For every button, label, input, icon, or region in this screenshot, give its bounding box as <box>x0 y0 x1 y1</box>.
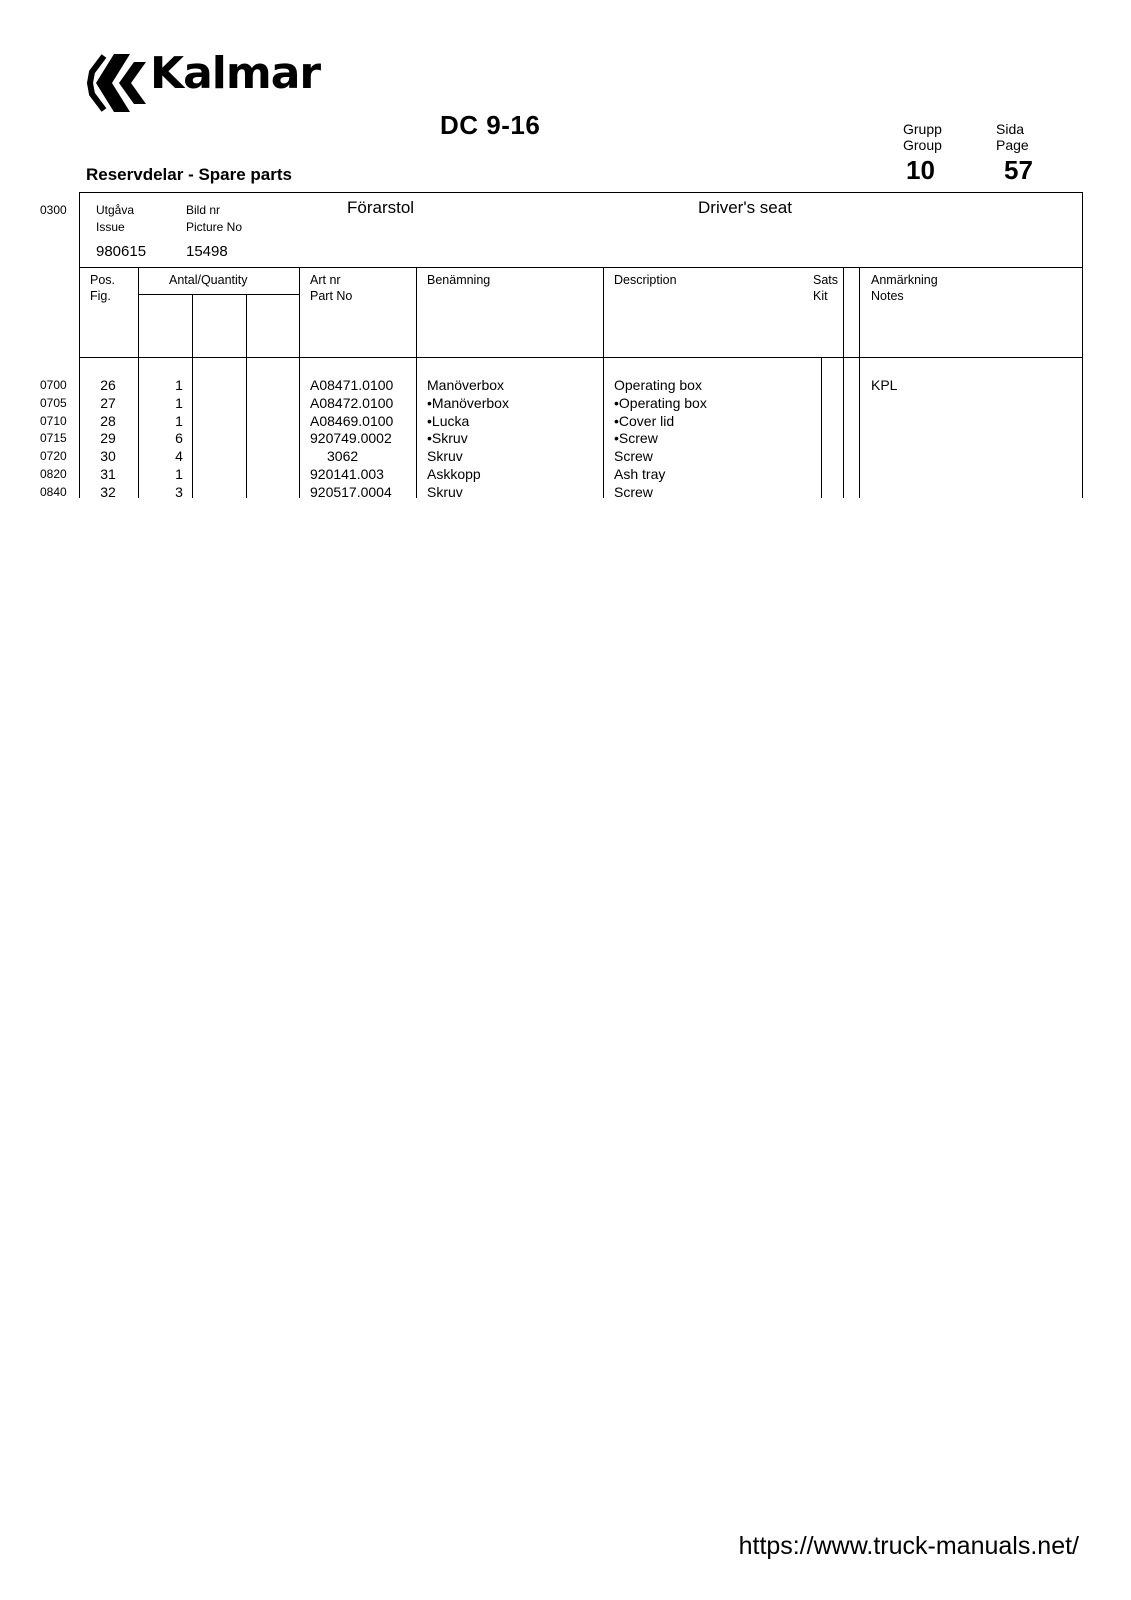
partno-cell: 920517.0004 <box>310 483 392 500</box>
partno-cell: 920749.0002 <box>310 430 392 447</box>
col-line-kit-2 <box>859 267 860 498</box>
partno-cell: A08471.0100 <box>310 377 394 393</box>
row-code: 0700 <box>40 378 67 392</box>
group-label-en: Group <box>903 137 942 153</box>
issue-label-en: Issue <box>96 220 125 234</box>
info-row-code: 0300 <box>40 203 67 217</box>
pos-cell: 30 <box>100 448 116 465</box>
table-left-border <box>79 192 80 498</box>
row-code: 0820 <box>40 466 67 481</box>
benamning-cell: •Skruv <box>427 430 468 447</box>
row-code: 0715 <box>40 431 67 446</box>
partno-column <box>310 377 393 502</box>
pos-cell: 32 <box>100 483 116 500</box>
pos-cell: 26 <box>100 377 116 393</box>
pos-cell: 27 <box>100 394 116 411</box>
description-cell: Screw <box>614 483 653 500</box>
quantity-cell: 4 <box>175 448 183 465</box>
benamning-cell: •Lucka <box>427 412 470 429</box>
qty-subheader-line <box>138 294 300 295</box>
page-label-en: Page <box>996 137 1029 153</box>
notes-column <box>871 377 897 395</box>
picture-label-sv: Bild nr <box>186 203 221 217</box>
description-cell: Ash tray <box>614 465 666 482</box>
description-column <box>614 377 707 502</box>
row-code: 0710 <box>40 413 67 428</box>
partno-cell: A08469.0100 <box>310 412 394 429</box>
description-cell: Screw <box>614 448 653 465</box>
pos-column <box>95 377 121 502</box>
description-cell: •Screw <box>614 430 658 447</box>
quantity-cell: 3 <box>175 483 183 500</box>
col-header-kit-en: Kit <box>813 289 828 303</box>
title-english: Driver's seat <box>698 198 792 217</box>
partno-cell: 920141.003 <box>310 465 384 482</box>
col-line-qty-1 <box>192 294 193 498</box>
partno-cell: 3062 <box>327 448 359 465</box>
row-codes-column <box>40 377 67 502</box>
description-cell: •Operating box <box>614 394 707 411</box>
pos-cell: 28 <box>100 412 116 429</box>
description-cell: Operating box <box>614 377 702 393</box>
model-title: DC 9-16 <box>440 110 541 140</box>
picture-label-en: Picture No <box>186 220 243 234</box>
footer-url[interactable]: https://www.truck-manuals.net/ <box>738 1532 1079 1560</box>
col-header-notes-sv: Anmärkning <box>871 273 938 287</box>
col-header-description: Description <box>614 273 677 287</box>
issue-label-sv: Utgåva <box>96 203 135 217</box>
col-line-kit <box>843 267 844 498</box>
header-divider <box>79 357 1083 358</box>
notes-cell: KPL <box>871 377 898 393</box>
quantity-cell: 1 <box>175 377 183 393</box>
col-header-pos-en: Fig. <box>90 289 111 303</box>
page-label-sv: Sida <box>996 121 1025 137</box>
quantity-cell: 1 <box>175 394 183 411</box>
row-code: 0720 <box>40 449 67 464</box>
col-header-quantity: Antal/Quantity <box>169 273 248 287</box>
row-code: 0840 <box>40 484 67 499</box>
col-header-pos-sv: Pos. <box>90 273 116 287</box>
benamning-cell: Askkopp <box>427 465 481 482</box>
description-cell: •Cover lid <box>614 412 675 429</box>
col-header-partno-sv: Art nr <box>310 273 341 287</box>
document-subtitle: Reservdelar - Spare parts <box>86 165 292 184</box>
quantity-cell: 6 <box>175 430 183 447</box>
row-code: 0705 <box>40 395 67 410</box>
benamning-cell: •Manöverbox <box>427 394 509 411</box>
benamning-cell: Skruv <box>427 448 463 465</box>
col-header-benamning: Benämning <box>427 273 491 287</box>
group-label-sv: Grupp <box>903 121 942 137</box>
group-number: 10 <box>906 155 935 185</box>
col-line-description-body <box>821 357 822 498</box>
col-header-partno-en: Part No <box>310 289 353 303</box>
quantity-cell: 1 <box>175 412 183 429</box>
quantity-column <box>172 377 186 502</box>
col-line-pos <box>138 267 139 498</box>
col-header-kit-sv: Sats <box>813 273 839 287</box>
page-number: 57 <box>1004 155 1033 185</box>
col-line-partno <box>416 267 417 498</box>
col-line-benamning <box>603 267 604 498</box>
benamning-cell: Manöverbox <box>427 377 505 393</box>
kalmar-chevron-icon <box>84 52 154 114</box>
benamning-cell: Skruv <box>427 483 463 500</box>
benamning-column <box>427 377 509 502</box>
quantity-cell: 1 <box>175 465 183 482</box>
table-top-border <box>79 192 1083 193</box>
pos-cell: 29 <box>100 430 116 447</box>
col-line-qty-end <box>299 267 300 498</box>
pos-cell: 31 <box>100 465 116 482</box>
table-right-border <box>1082 192 1083 498</box>
col-header-notes-en: Notes <box>871 289 904 303</box>
title-swedish: Förarstol <box>347 198 415 217</box>
info-divider <box>79 267 1083 268</box>
picture-value: 15498 <box>186 243 228 260</box>
partno-cell: A08472.0100 <box>310 394 394 411</box>
kalmar-logo <box>84 48 339 114</box>
logo-wordmark: Kalmar <box>150 48 321 99</box>
col-line-qty-2 <box>246 294 247 498</box>
issue-value: 980615 <box>96 243 147 260</box>
